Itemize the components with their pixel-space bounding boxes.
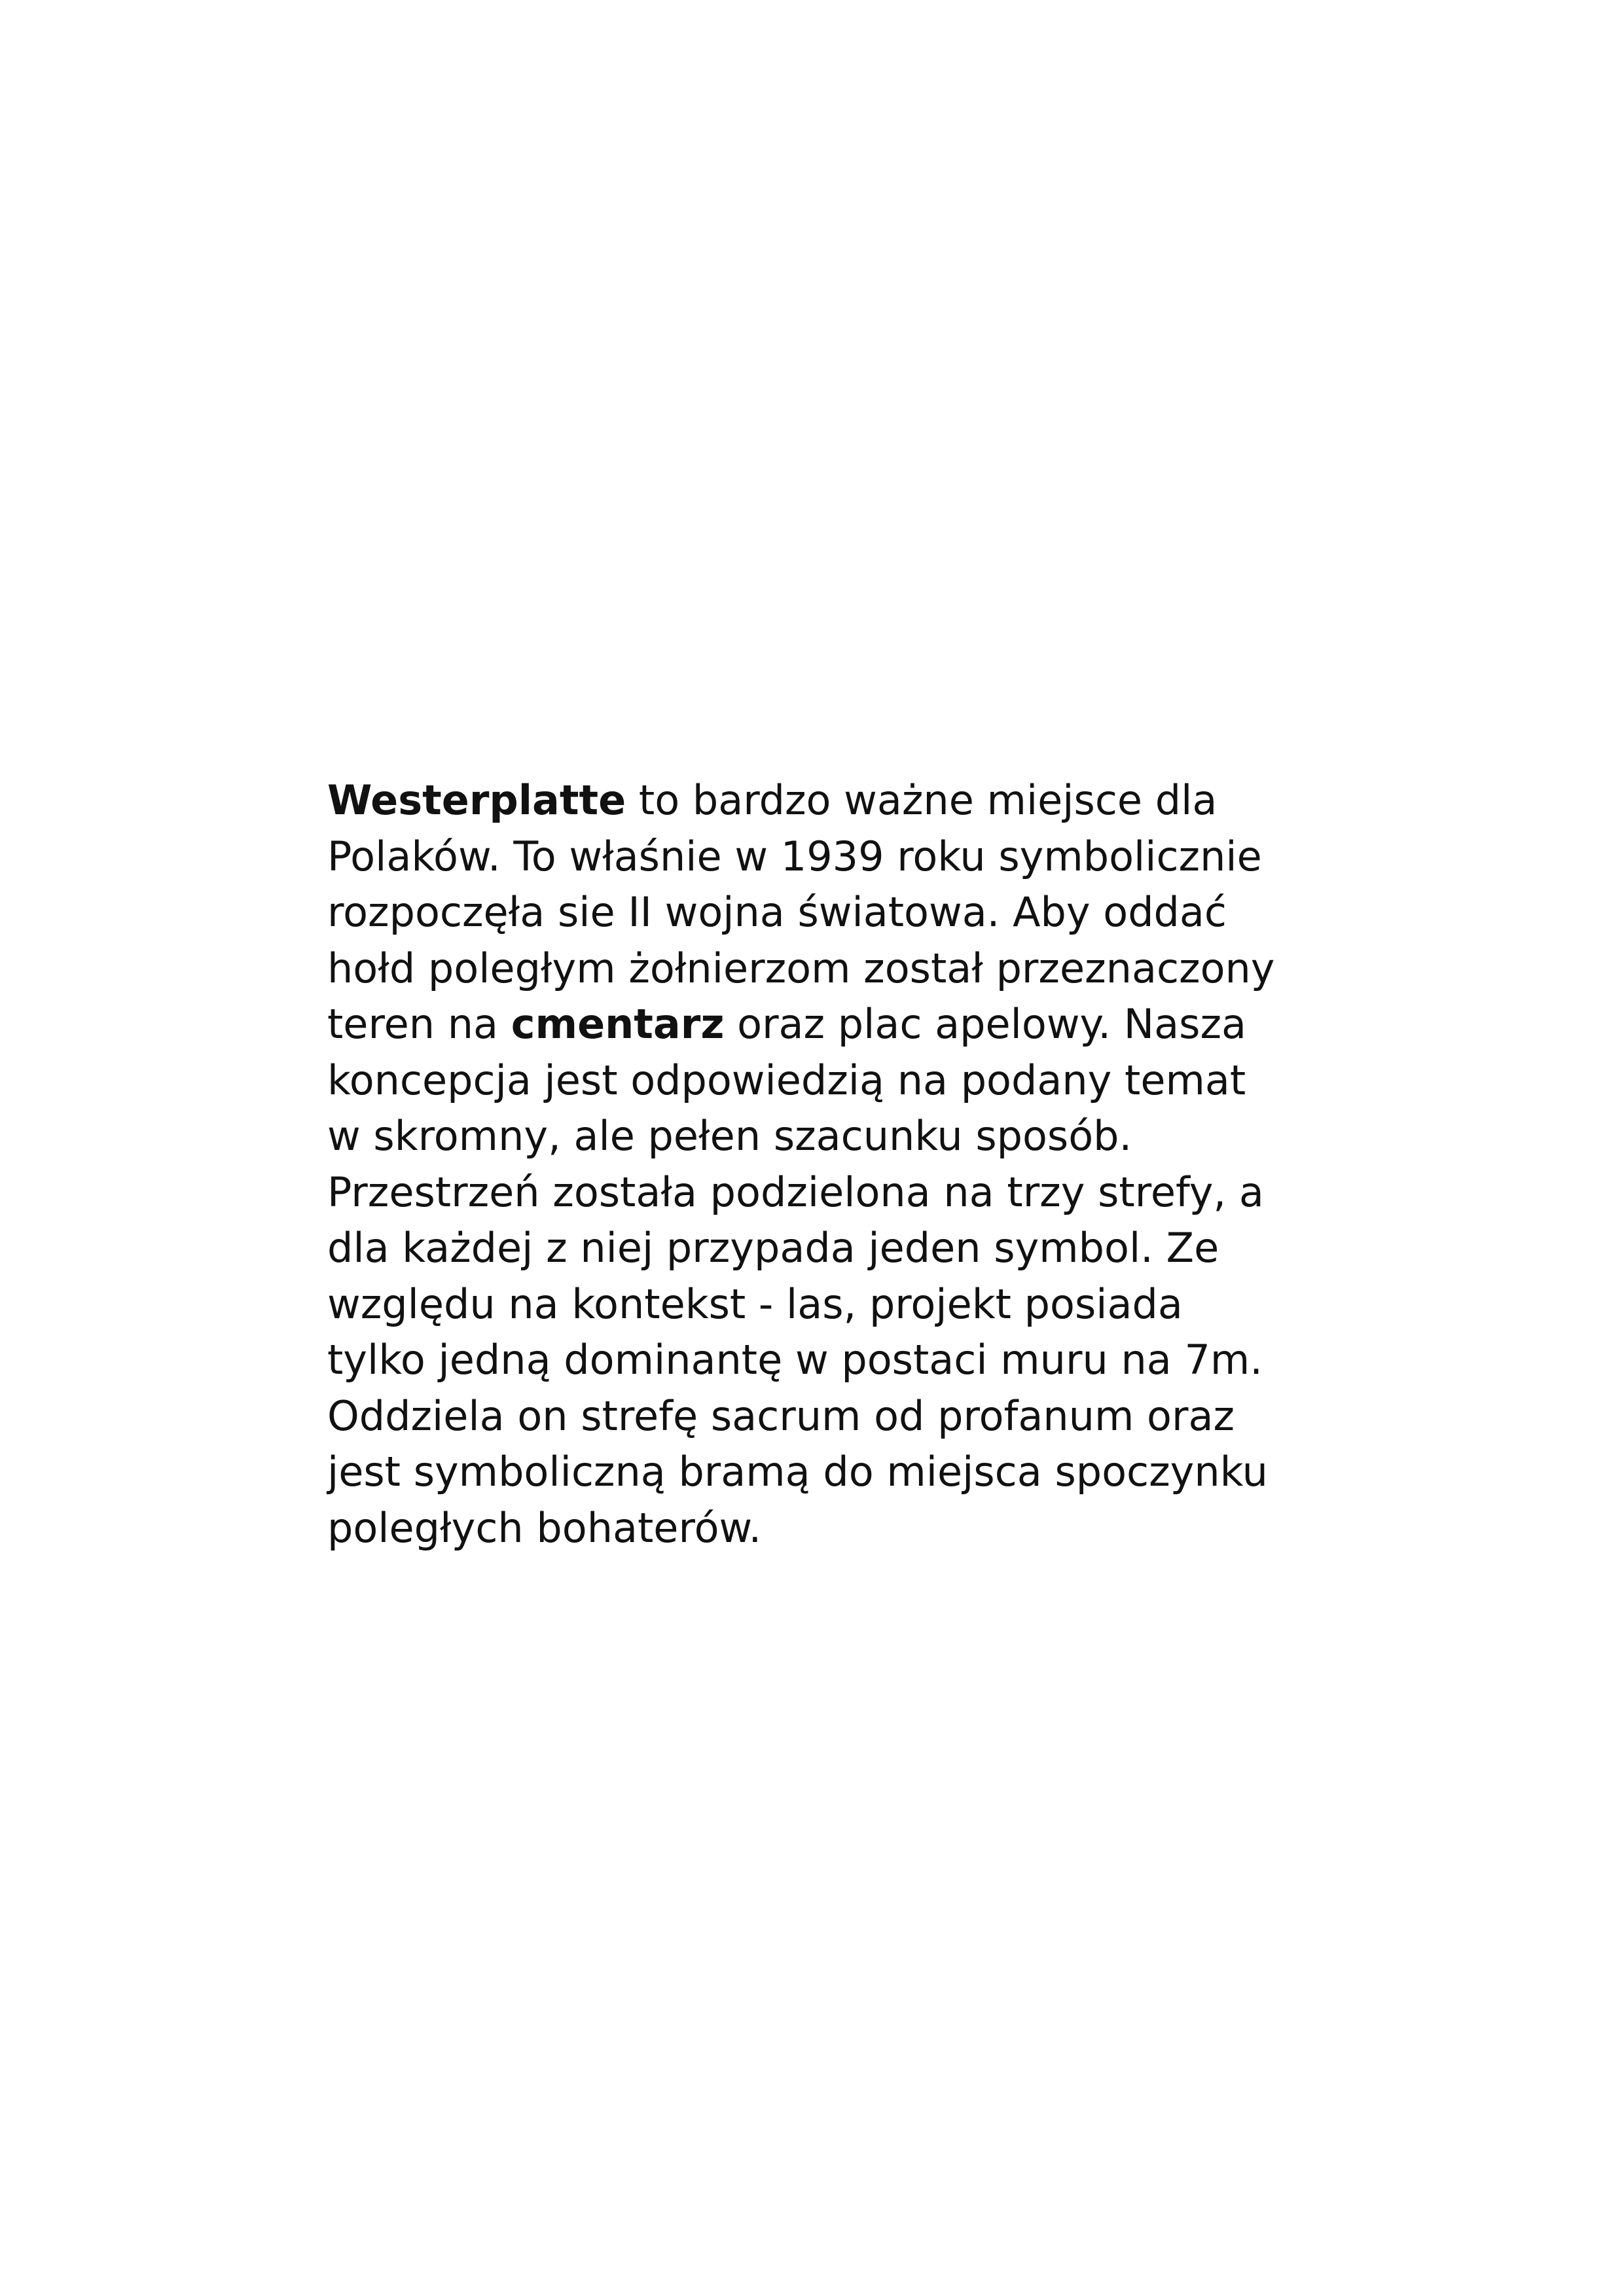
line-text: hołd poległym żołnierzom został przeznaczony xyxy=(327,944,1275,992)
text-line xyxy=(327,1388,1309,1444)
text-line xyxy=(327,1052,1309,1109)
text-line xyxy=(327,1332,1309,1388)
line-text: jest symboliczną bramą do miejsca spoczynku xyxy=(327,1448,1268,1496)
line-text: Przestrzeń została podzielona na trzy strefy, a xyxy=(327,1168,1264,1216)
text-line xyxy=(327,1444,1309,1500)
emphasis-cmentarz: cmentarz xyxy=(511,1000,725,1048)
text-line xyxy=(327,1276,1309,1333)
line-text: rozpoczęła sie II wojna światowa. Aby oddać xyxy=(327,888,1227,936)
text-line xyxy=(327,772,1309,829)
line-text: teren na xyxy=(327,1000,511,1048)
line-text: poległych bohaterów. xyxy=(327,1503,762,1552)
text-line xyxy=(327,884,1309,941)
text-line xyxy=(327,996,1309,1052)
line-text: oraz plac apelowy. Nasza xyxy=(724,1000,1247,1048)
line-text: dla każdej z niej przypada jeden symbol. Ze xyxy=(327,1224,1219,1272)
line-text: w skromny, ale pełen szacunku sposób. xyxy=(327,1112,1132,1160)
text-line xyxy=(327,941,1309,997)
text-line xyxy=(327,1500,1309,1556)
text-line xyxy=(327,1164,1309,1221)
text-line xyxy=(327,1108,1309,1164)
line-text: Polaków. To właśnie w 1939 roku symbolicznie xyxy=(327,832,1262,880)
line-text: względu na kontekst - las, projekt posiada xyxy=(327,1280,1183,1328)
line-text: to bardzo ważne miejsce dla xyxy=(626,776,1218,824)
text-line xyxy=(327,829,1309,885)
text-line xyxy=(327,1220,1309,1276)
line-text: Oddziela on strefę sacrum od profanum oraz xyxy=(327,1391,1235,1440)
line-text: koncepcja jest odpowiedzią na podany temat xyxy=(327,1056,1246,1104)
line-text: tylko jedną dominantę w postaci muru na 7m. xyxy=(327,1336,1263,1384)
body-paragraph xyxy=(327,772,1309,1556)
emphasis-westerplatte: Westerplatte xyxy=(327,776,626,824)
